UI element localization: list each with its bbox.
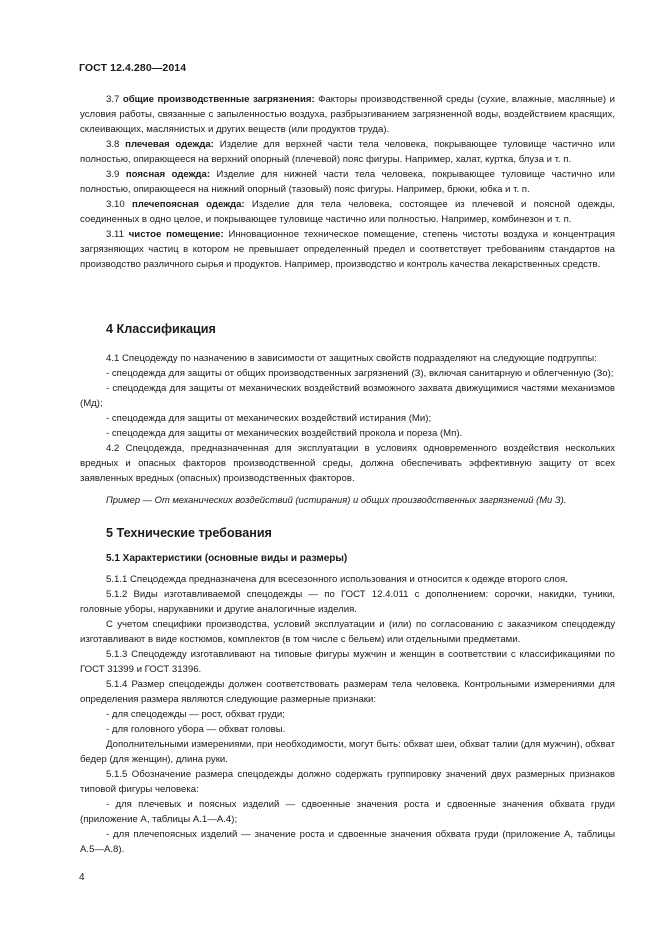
clause-5-1-5: 5.1.5 Обозначение размера спецодежды должно содержать группировку значений двух размерных признаков типовой фигуры человека: [80,769,615,795]
definition-3-7: 3.7 общие производственные загрязнения: Факторы производственной среды (сухие, влажные, масляные) и условия работы, связанные с запыленностью воздуха, разбрызгиванием загрязненной воды, воздействием красящих, склеивающих, маслянистых и других веществ (или продуктов труда). [80,94,615,135]
section-5-title: 5 Технические требования [106,526,272,540]
clause-4-2: 4.2 Спецодежда, предназначенная для эксплуатации в условиях одновременного воздействия нескольких вредных и опасных факторов производственной среды, должна обеспечивать эффективную защиту от всех заявленных вредных (опасных) производственных факторов. [80,443,615,484]
definition-3-10: 3.10 плечепоясная одежда: Изделие для тела человека, состоящее из плечевой и поясной одежды, соединенных в одно целое, и покрывающее туловище частично или полностью. Например, комбинезон и т. п. [80,199,615,225]
clause-5-1-1: 5.1.1 Спецодежда предназначена для всесезонного использования и относится к одежде второго слоя. [106,574,568,585]
definition-3-8: 3.8 плечевая одежда: Изделие для верхней части тела человека, покрывающее туловище частично или полностью, опирающееся на верхний опорный (плечевой) пояс фигуры. Например, халат, куртка, блуза и т. п. [80,139,616,165]
section-4-title: 4 Классификация [106,322,216,336]
paragraph: Дополнительными измерениями, при необходимости, могут быть: обхват шеи, обхват талии (для мужчин), обхват бедер (для женщин), длина руки. [80,739,615,765]
clause-5-1-2: 5.1.2 Виды изготавливаемой спецодежды — по ГОСТ 12.4.011 с дополнением: сорочки, накидки, туники, головные уборы, нарукавники и другие аналогичные изделия. [80,589,615,615]
list-item: - спецодежда для защиты от механических воздействий истирания (Ми); [106,413,432,424]
section-5 [80,525,615,857]
definition-3-11: 3.11 чистое помещение: Инновационное техническое помещение, степень чистоты воздуха и концентрация загрязняющих частиц в котором не превышает определенный предел и соответствует требованиям стандартов на производство различного сырья и продуктов. Например, производство и контроль качества лекарственных средств. [80,229,615,270]
paragraph: С учетом специфики производства, условий эксплуатации и (или) по согласованию с заказчиком спецодежду изготавливают в виде костюмов, комплектов (в том числе с бельем) или отдельными предметами. [80,619,615,645]
list-item: - для плечепоясных изделий — значение роста и сдвоенные значения обхвата груди (приложение А, таблицы А.5—А.8). [80,829,615,855]
list-item: - спецодежда для защиты от общих производственных загрязнений (З), включая санитарную и облегченную (Зо); [106,368,614,379]
page-header: ГОСТ 12.4.280—2014 [79,62,187,74]
list-item: - для головного убора — обхват головы. [106,724,286,735]
list-item: - для спецодежды — рост, обхват груди; [106,709,285,720]
list-item: - спецодежда для защиты от механических воздействий возможного захвата движущимися частями механизмов (Мд); [80,383,615,409]
example-note: Пример — От механических воздействий (истирания) и общих производственных загрязнений (Ми З). [106,494,567,505]
list-item: - спецодежда для защиты от механических воздействий прокола и пореза (Мп). [106,428,463,439]
section-4 [80,321,615,507]
list-item: - для плечевых и поясных изделий — сдвоенные значения роста и сдвоенные значения обхвата груди (приложение А, таблицы А.1—А.4); [80,799,615,825]
definitions-block [80,92,615,272]
subsection-5-1-title: 5.1 Характеристики (основные виды и размеры) [106,553,348,564]
page-number: 4 [79,872,85,883]
clause-5-1-4: 5.1.4 Размер спецодежды должен соответствовать размерам тела человека. Контрольными измерениями для определения размера являются следующие размерные признаки: [80,679,615,705]
definition-3-9: 3.9 поясная одежда: Изделие для нижней части тела человека, покрывающее туловище частично или полностью, опирающееся на нижний опорный (тазовый) пояс фигуры. Например, брюки, юбка и т. п. [80,169,615,195]
clause-4-1: 4.1 Спецодежду по назначению в зависимости от защитных свойств подразделяют на следующие подгруппы: [106,353,597,364]
clause-5-1-3: 5.1.3 Спецодежду изготавливают на типовые фигуры мужчин и женщин в соответствии с классификациями по ГОСТ 31399 и ГОСТ 31396. [80,649,615,675]
